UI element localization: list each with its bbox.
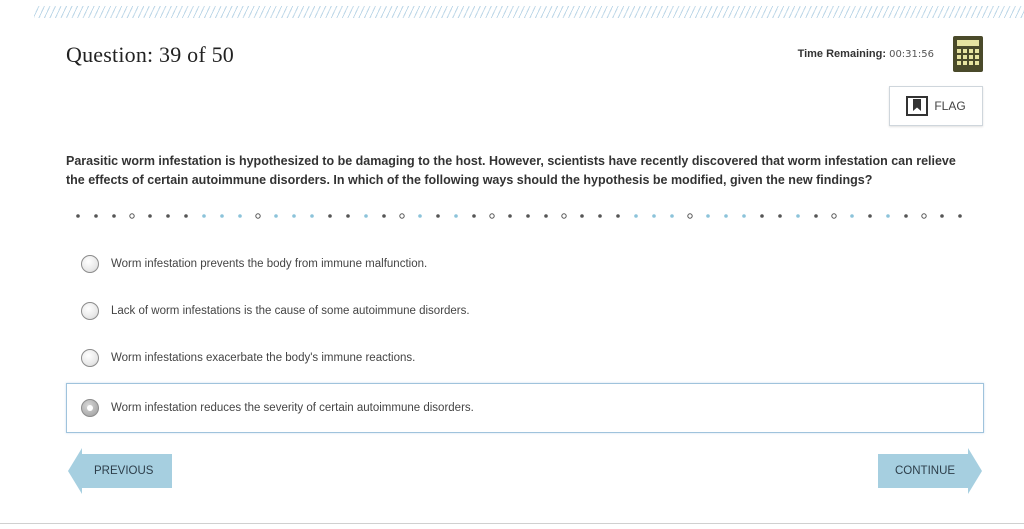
answer-option-selected[interactable]	[66, 383, 984, 433]
header-stripe	[34, 6, 1024, 18]
answer-text: Worm infestations exacerbate the body's immune reactions.	[111, 352, 416, 364]
radio-button[interactable]	[81, 349, 99, 367]
question-stem: Parasitic worm infestation is hypothesized to be damaging to the host. However, scientists have recently discovered that worm infestation can relieve the effects of certain autoimmune disorders. In which of the following ways should the hypothesis be modified, given the new findings?	[66, 154, 956, 187]
flag-button[interactable]	[889, 86, 983, 126]
bookmark-icon	[906, 96, 928, 116]
flag-label: FLAG	[934, 99, 966, 113]
radio-button-selected[interactable]	[81, 399, 99, 417]
time-remaining-label: Time Remaining:	[797, 48, 887, 60]
dotted-divider	[74, 211, 974, 221]
answer-text: Worm infestation prevents the body from immune malfunction.	[111, 258, 428, 270]
continue-label: CONTINUE	[895, 465, 956, 477]
answer-text: Lack of worm infestations is the cause of some autoimmune disorders.	[111, 305, 470, 317]
answer-list	[66, 242, 984, 436]
radio-button[interactable]	[81, 255, 99, 273]
answer-text: Worm infestation reduces the severity of certain autoimmune disorders.	[111, 402, 474, 414]
answer-option[interactable]	[66, 336, 984, 380]
previous-button[interactable]	[68, 448, 172, 494]
question-counter: Question: 39 of 50	[66, 42, 234, 67]
answer-option[interactable]	[66, 242, 984, 286]
calculator-icon[interactable]	[953, 36, 983, 72]
answer-option[interactable]	[66, 289, 984, 333]
timer	[798, 48, 934, 60]
radio-button[interactable]	[81, 302, 99, 320]
bottom-border	[0, 523, 1024, 524]
time-remaining-value: 00:31:56	[889, 49, 934, 60]
continue-button[interactable]	[878, 448, 982, 494]
previous-label: PREVIOUS	[94, 465, 154, 477]
